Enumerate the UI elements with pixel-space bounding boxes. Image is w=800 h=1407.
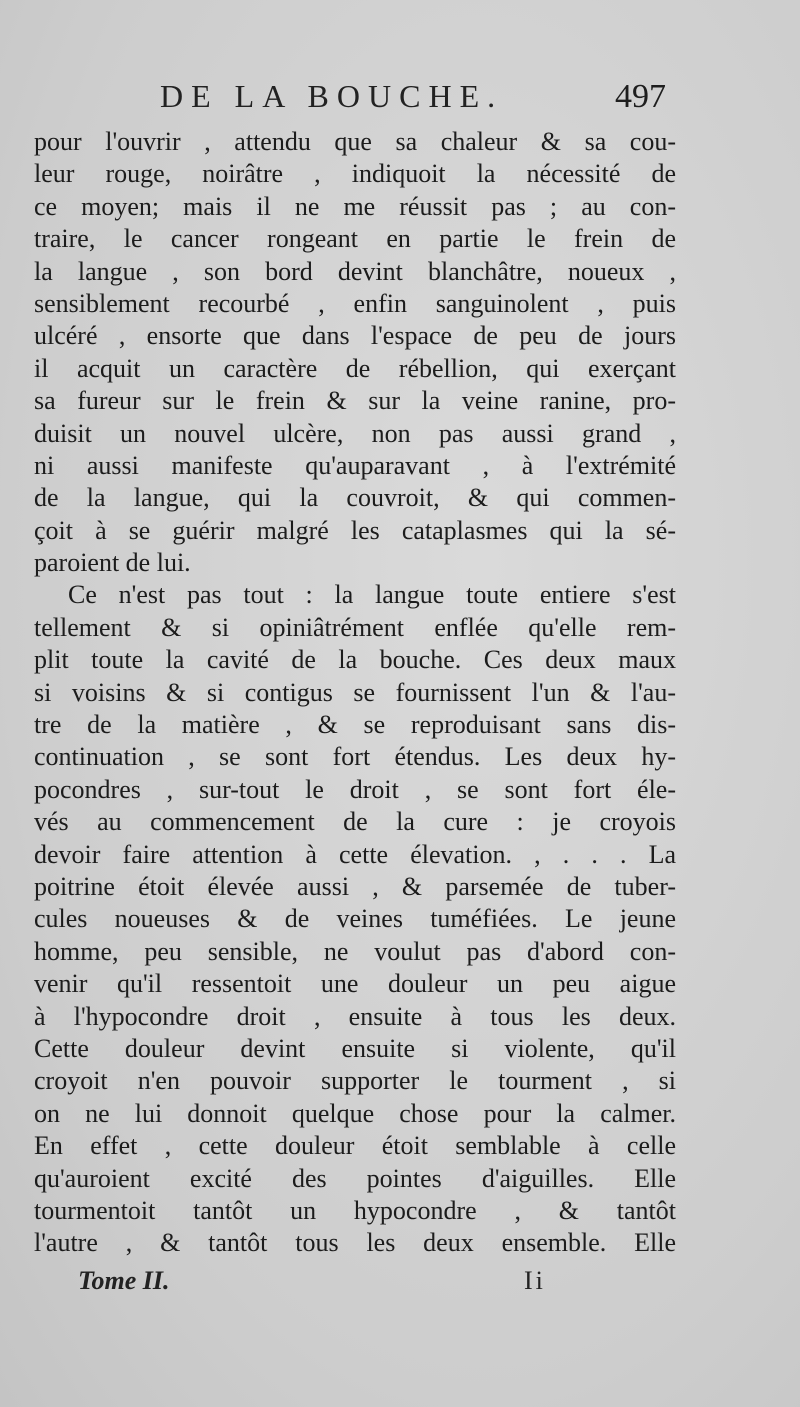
- text-line: la langue , son bord devint blanchâtre, noueux ,: [34, 256, 676, 286]
- text-line: si voisins & si contigus se fournissent l'un & l'au-: [34, 677, 676, 707]
- text-line: qu'auroient excité des pointes d'aiguilles. Elle: [34, 1163, 676, 1193]
- volume-label: Tome II.: [78, 1266, 170, 1295]
- text-line: continuation , se sont fort étendus. Les deux hy-: [34, 742, 676, 772]
- running-title: DE LA BOUCHE.: [160, 78, 504, 114]
- body-text: [34, 126, 676, 1260]
- text-line: Cette douleur devint ensuite si violente, qu'il: [34, 1033, 676, 1063]
- page-number: 497: [615, 78, 666, 115]
- text-line: ni aussi manifeste qu'auparavant , à l'extrémité: [34, 450, 676, 480]
- text-line: pour l'ouvrir , attendu que sa chaleur & sa cou-: [34, 127, 676, 156]
- text-line: de la langue, qui la couvroit, & qui commen-: [34, 483, 676, 513]
- text-line: duisit un nouvel ulcère, non pas aussi grand ,: [34, 418, 676, 448]
- text-line: vés au commencement de la cure : je croyois: [34, 807, 676, 837]
- text-line: homme, peu sensible, ne voulut pas d'abord con-: [34, 936, 676, 966]
- text-line: En effet , cette douleur étoit semblable à celle: [34, 1131, 676, 1161]
- signature-mark: Ii: [524, 1266, 546, 1295]
- page-footer: [0, 1266, 800, 1306]
- text-line: croyoit n'en pouvoir supporter le tourment , si: [34, 1066, 676, 1096]
- paragraph-start-line: Ce n'est pas tout : la langue toute entiere s'est: [68, 580, 676, 610]
- text-line: on ne lui donnoit quelque chose pour la calmer.: [34, 1098, 676, 1128]
- text-line: leur rouge, noirâtre , indiquoit la nécessité de: [34, 159, 676, 189]
- text-line: devoir faire attention à cette élevation. , . . . La: [34, 839, 676, 869]
- text-line: ulcéré , ensorte que dans l'espace de peu de jours: [34, 321, 676, 351]
- text-line: cules noueuses & de veines tuméfiées. Le jeune: [34, 904, 676, 934]
- text-line: plit toute la cavité de la bouche. Ces deux maux: [34, 645, 676, 675]
- text-line: tre de la matière , & se reproduisant sans dis-: [34, 710, 676, 740]
- text-line: il acquit un caractère de rébellion, qui exerçant: [34, 353, 676, 383]
- text-line: sa fureur sur le frein & sur la veine ranine, pro-: [34, 386, 676, 416]
- text-line: à l'hypocondre droit , ensuite à tous les deux.: [34, 1001, 676, 1031]
- text-line: poitrine étoit élevée aussi , & parsemée de tuber-: [34, 871, 676, 901]
- text-line: tellement & si opiniâtrément enflée qu'elle rem-: [34, 612, 676, 642]
- text-line: ce moyen; mais il ne me réussit pas ; au con-: [34, 191, 676, 221]
- text-line: çoit à se guérir malgré les cataplasmes qui la sé-: [34, 515, 676, 545]
- page-header: [0, 78, 800, 122]
- text-line: traire, le cancer rongeant en partie le frein de: [34, 224, 676, 254]
- text-line: tourmentoit tantôt un hypocondre , & tantôt: [34, 1195, 676, 1225]
- text-line: sensiblement recourbé , enfin sanguinolent , puis: [34, 288, 676, 318]
- text-line: pocondres , sur-tout le droit , se sont fort éle-: [34, 774, 676, 804]
- paragraph-end-line: paroient de lui.: [34, 548, 191, 578]
- text-line: l'autre , & tantôt tous les deux ensemble. Elle: [34, 1228, 676, 1258]
- text-line: venir qu'il ressentoit une douleur un peu aigue: [34, 969, 676, 999]
